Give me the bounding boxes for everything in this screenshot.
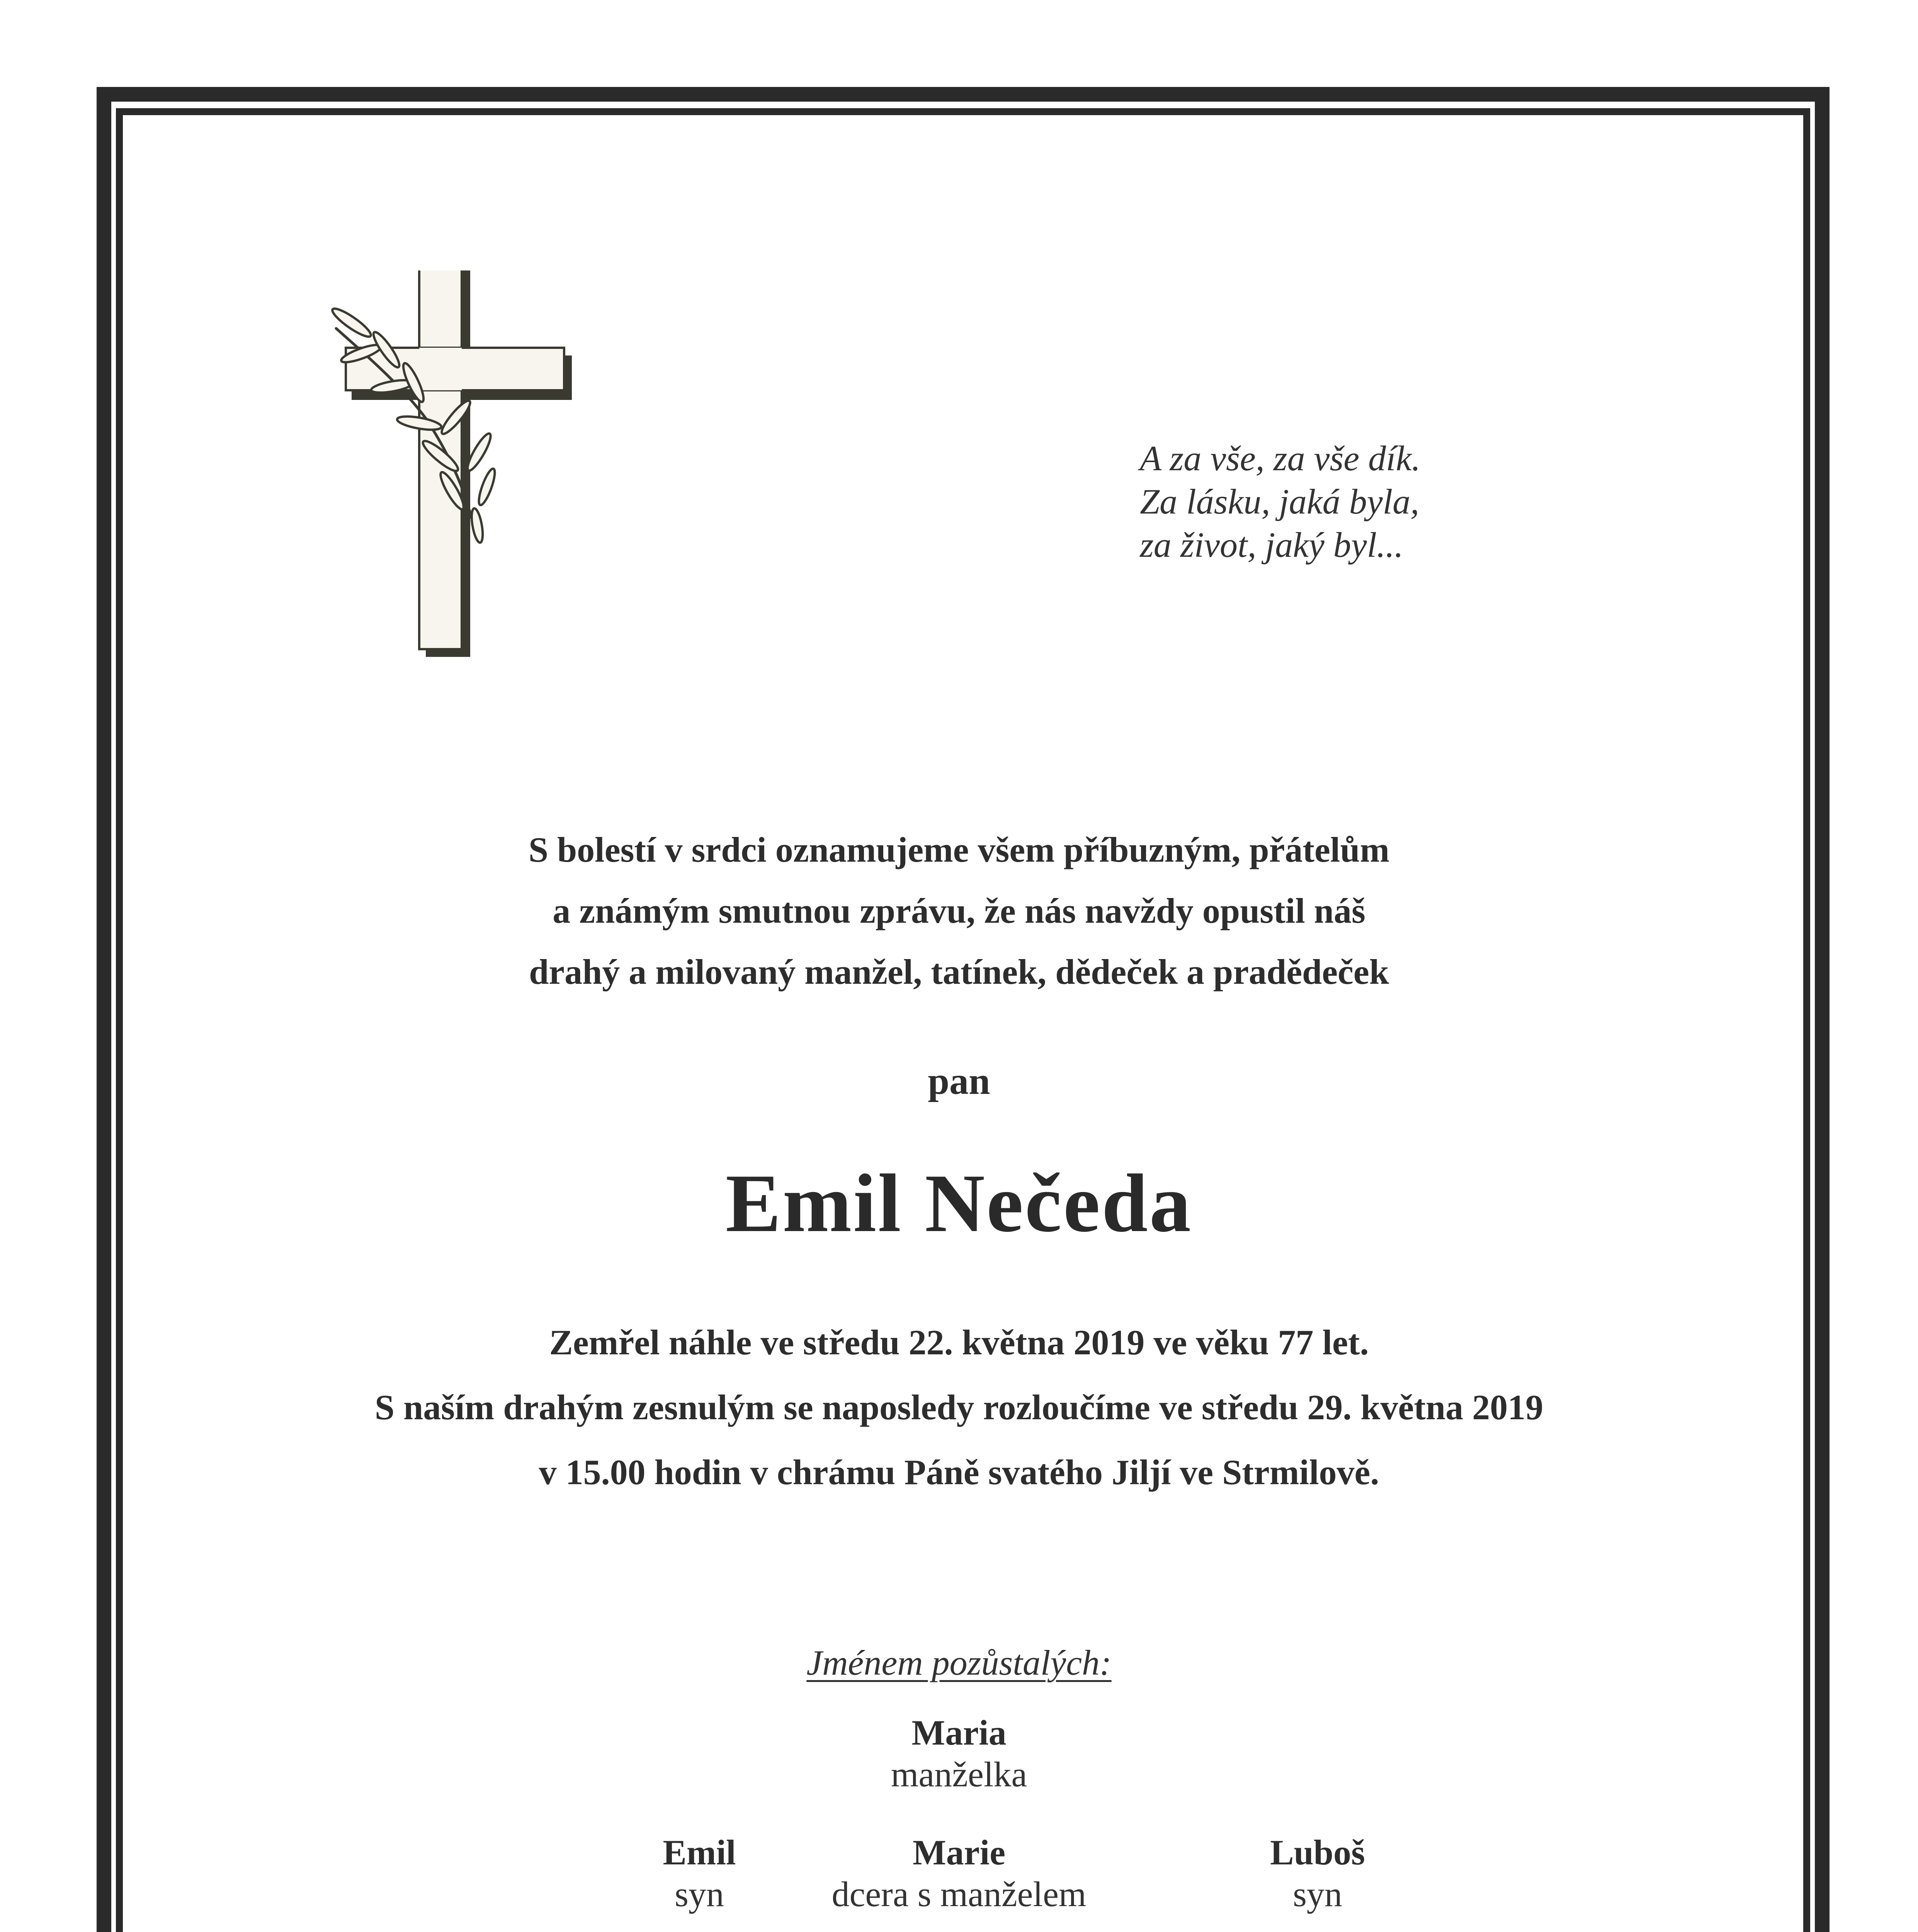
deceased-name: Emil Nečeda bbox=[725, 1157, 1193, 1249]
announcement-line: S bolestí v srdci oznamujeme všem příbuzným, přátelům bbox=[528, 830, 1390, 869]
details-line: Zemřel náhle ve středu 22. května 2019 ve věku 77 let. bbox=[549, 1323, 1369, 1362]
mourner-wife bbox=[804, 1712, 1114, 1795]
motto-line: A za vše, za vše dík. bbox=[1140, 439, 1421, 478]
details-line: S naším drahým zesnulým se naposledy rozloučíme ve středu 29. května 2019 bbox=[374, 1388, 1544, 1427]
motto-line: Za lásku, jaká byla, bbox=[1140, 482, 1420, 521]
mourner-son-lubos bbox=[1163, 1832, 1472, 1915]
mourners-heading bbox=[0, 1642, 1918, 1683]
announcement-line: drahý a milovaný manžel, tatínek, dědeček a pradědeček bbox=[529, 952, 1389, 992]
motto-line: za život, jaký byl... bbox=[1140, 525, 1404, 565]
announcement-line: a známým smutnou zprávu, že nás navždy opustil náš bbox=[553, 891, 1365, 930]
mourner-role: syn bbox=[1293, 1874, 1342, 1914]
mourner-role: manželka bbox=[891, 1755, 1027, 1794]
funeral-details bbox=[0, 1310, 1918, 1505]
cross-icon bbox=[325, 270, 580, 657]
announcement-text bbox=[0, 819, 1918, 1002]
mourner-role: dcera s manželem bbox=[831, 1874, 1087, 1914]
mourner-daughter bbox=[804, 1832, 1114, 1915]
honorific: pan bbox=[928, 1060, 990, 1102]
details-line: v 15.00 hodin v chrámu Páně svatého Jiljí ve Strmilově. bbox=[539, 1452, 1379, 1492]
mourner-name: Luboš bbox=[1270, 1833, 1365, 1872]
mourners-heading-text: Jménem pozůstalých: bbox=[806, 1643, 1112, 1682]
mourner-role: syn bbox=[675, 1874, 724, 1914]
motto-verse bbox=[1140, 437, 1526, 566]
mourner-name: Marie bbox=[912, 1833, 1006, 1872]
mourner-name: Maria bbox=[911, 1713, 1007, 1752]
mourner-name: Emil bbox=[663, 1833, 736, 1872]
